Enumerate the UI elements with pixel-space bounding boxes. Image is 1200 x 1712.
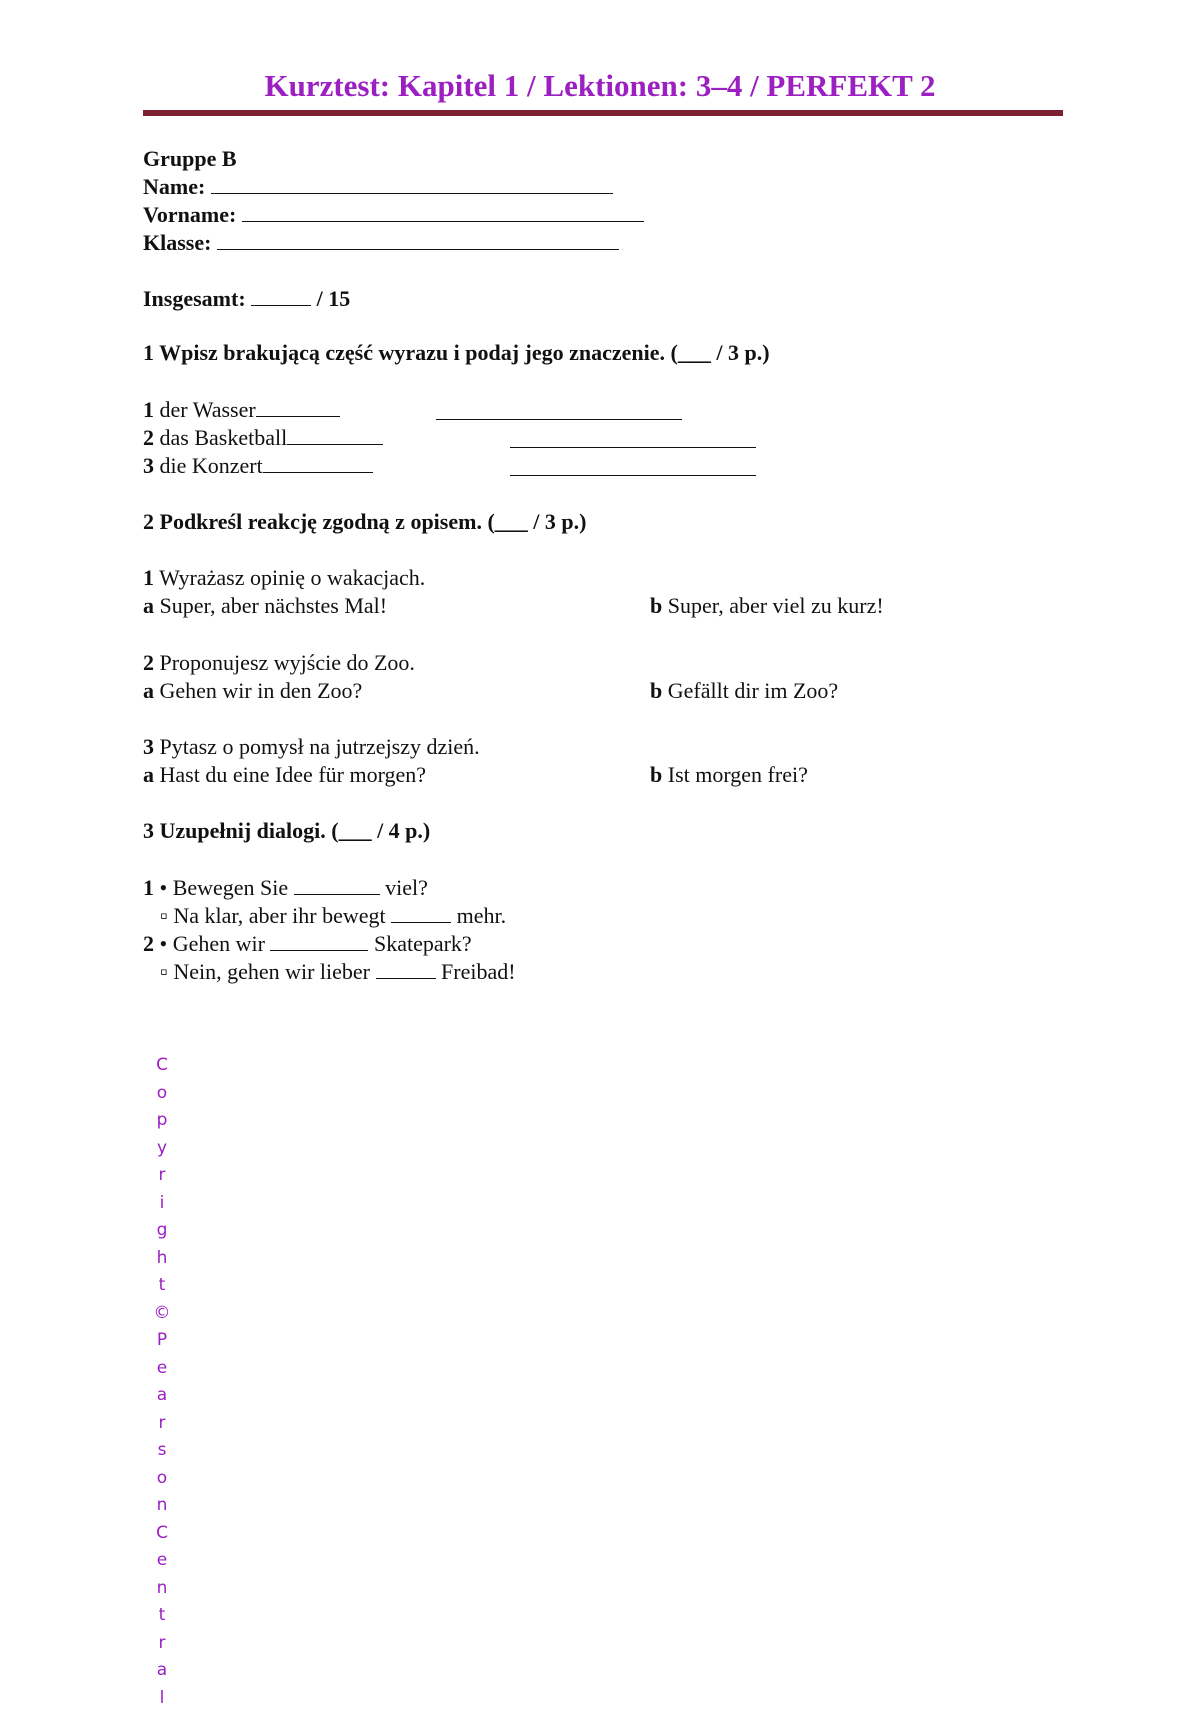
option-text: Gehen wir in den Zoo? bbox=[159, 678, 363, 703]
ex1-heading: 1 Wpisz brakującą część wyrazu i podaj jego znaczenie. (___ / 3 p.) bbox=[143, 340, 770, 365]
ex2-item-num: 3 bbox=[143, 734, 154, 759]
speaker-bullet-icon: • bbox=[159, 931, 168, 956]
total-row bbox=[143, 285, 350, 312]
option-text: Super, aber nächstes Mal! bbox=[159, 593, 388, 618]
ex1-item-1 bbox=[143, 396, 340, 423]
name-row bbox=[143, 173, 613, 200]
dialog-gap-field[interactable] bbox=[294, 874, 380, 895]
ex1-item-1-meaning-field[interactable] bbox=[436, 419, 682, 420]
option-key: a bbox=[143, 678, 154, 703]
ex2-option-a[interactable] bbox=[143, 762, 426, 787]
firstname-row bbox=[143, 201, 644, 228]
dialog-text: Gehen wir bbox=[172, 931, 265, 956]
ex2-item-2-options bbox=[143, 678, 839, 704]
ex2-item-3-prompt bbox=[143, 734, 480, 760]
name-field[interactable] bbox=[211, 173, 613, 194]
ex2-prompt-text: Wyrażasz opinię o wakacjach. bbox=[159, 565, 426, 590]
ex1-item-2 bbox=[143, 424, 383, 451]
ex1-item-suffix-field[interactable] bbox=[287, 424, 383, 445]
group-label: Gruppe B bbox=[143, 146, 237, 171]
option-text: Ist morgen frei? bbox=[667, 762, 808, 787]
option-key: a bbox=[143, 762, 154, 787]
page-title: Kurztest: Kapitel 1 / Lektionen: 3–4 / PERFEKT 2 bbox=[264, 68, 936, 103]
ex3-dialog-2-line-2 bbox=[160, 958, 516, 985]
ex2-option-b[interactable] bbox=[650, 593, 884, 619]
option-text: Gefällt dir im Zoo? bbox=[667, 678, 839, 703]
total-max: / 15 bbox=[316, 286, 351, 311]
dialog-text: Nein, gehen wir lieber bbox=[173, 959, 371, 984]
ex2-prompt-text: Pytasz o pomysł na jutrzejszy dzień. bbox=[159, 734, 480, 759]
option-text: Super, aber viel zu kurz! bbox=[667, 593, 884, 618]
ex2-item-num: 2 bbox=[143, 650, 154, 675]
ex1-item-2-meaning-field[interactable] bbox=[510, 447, 756, 448]
dialog-gap-field[interactable] bbox=[270, 930, 368, 951]
option-key: b bbox=[650, 678, 663, 703]
class-label: Klasse: bbox=[143, 230, 212, 255]
ex2-item-2-prompt bbox=[143, 650, 415, 676]
ex2-option-a[interactable] bbox=[143, 593, 387, 618]
ex3-dialog-num: 2 bbox=[143, 931, 154, 956]
ex3-dialog-1-line-2 bbox=[160, 902, 506, 929]
ex1-item-3 bbox=[143, 452, 373, 479]
class-row bbox=[143, 229, 619, 256]
dialog-text: Skatepark? bbox=[373, 931, 472, 956]
ex3-dialog-1-line-1 bbox=[143, 874, 428, 901]
dialog-text: mehr. bbox=[456, 903, 507, 928]
option-key: b bbox=[650, 593, 663, 618]
dialog-text: Freibad! bbox=[441, 959, 516, 984]
ex1-item-word: das Basketball bbox=[159, 425, 288, 450]
ex1-item-suffix-field[interactable] bbox=[263, 452, 373, 473]
option-key: b bbox=[650, 762, 663, 787]
ex3-dialog-2-line-1 bbox=[143, 930, 472, 957]
ex2-heading: 2 Podkreśl reakcję zgodną z opisem. (___ / 3 p.) bbox=[143, 509, 587, 534]
dialog-text: viel? bbox=[385, 875, 428, 900]
ex2-item-3-options bbox=[143, 762, 808, 788]
ex2-option-a[interactable] bbox=[143, 678, 362, 703]
firstname-label: Vorname: bbox=[143, 202, 237, 227]
dialog-text: Na klar, aber ihr bewegt bbox=[173, 903, 386, 928]
ex1-item-num: 3 bbox=[143, 453, 154, 478]
dialog-text: Bewegen Sie bbox=[172, 875, 289, 900]
copyright-notice: C o p y r i g h t © P e a r s o n C e n t r a l bbox=[153, 1055, 171, 1708]
total-score-field[interactable] bbox=[251, 285, 311, 306]
name-label: Name: bbox=[143, 174, 206, 199]
class-field[interactable] bbox=[217, 229, 619, 250]
ex1-item-word: der Wasser bbox=[159, 397, 256, 422]
ex2-prompt-text: Proponujesz wyjście do Zoo. bbox=[159, 650, 415, 675]
title-divider bbox=[143, 110, 1063, 116]
ex3-dialog-num: 1 bbox=[143, 875, 154, 900]
total-label: Insgesamt: bbox=[143, 286, 246, 311]
dialog-gap-field[interactable] bbox=[376, 958, 436, 979]
ex1-item-num: 2 bbox=[143, 425, 154, 450]
option-key: a bbox=[143, 593, 154, 618]
ex1-item-word: die Konzert bbox=[159, 453, 263, 478]
ex1-item-3-meaning-field[interactable] bbox=[510, 475, 756, 476]
ex3-heading: 3 Uzupełnij dialogi. (___ / 4 p.) bbox=[143, 818, 431, 843]
ex2-option-b[interactable] bbox=[650, 678, 838, 704]
reply-bullet-icon: ▫ bbox=[160, 959, 168, 984]
ex1-item-suffix-field[interactable] bbox=[256, 396, 340, 417]
ex2-item-num: 1 bbox=[143, 565, 154, 590]
speaker-bullet-icon: • bbox=[159, 875, 168, 900]
reply-bullet-icon: ▫ bbox=[160, 903, 168, 928]
option-text: Hast du eine Idee für morgen? bbox=[159, 762, 427, 787]
ex2-item-1-prompt bbox=[143, 565, 425, 591]
ex1-item-num: 1 bbox=[143, 397, 154, 422]
ex2-option-b[interactable] bbox=[650, 762, 808, 788]
dialog-gap-field[interactable] bbox=[391, 902, 451, 923]
ex2-item-1-options bbox=[143, 593, 884, 619]
firstname-field[interactable] bbox=[242, 201, 644, 222]
